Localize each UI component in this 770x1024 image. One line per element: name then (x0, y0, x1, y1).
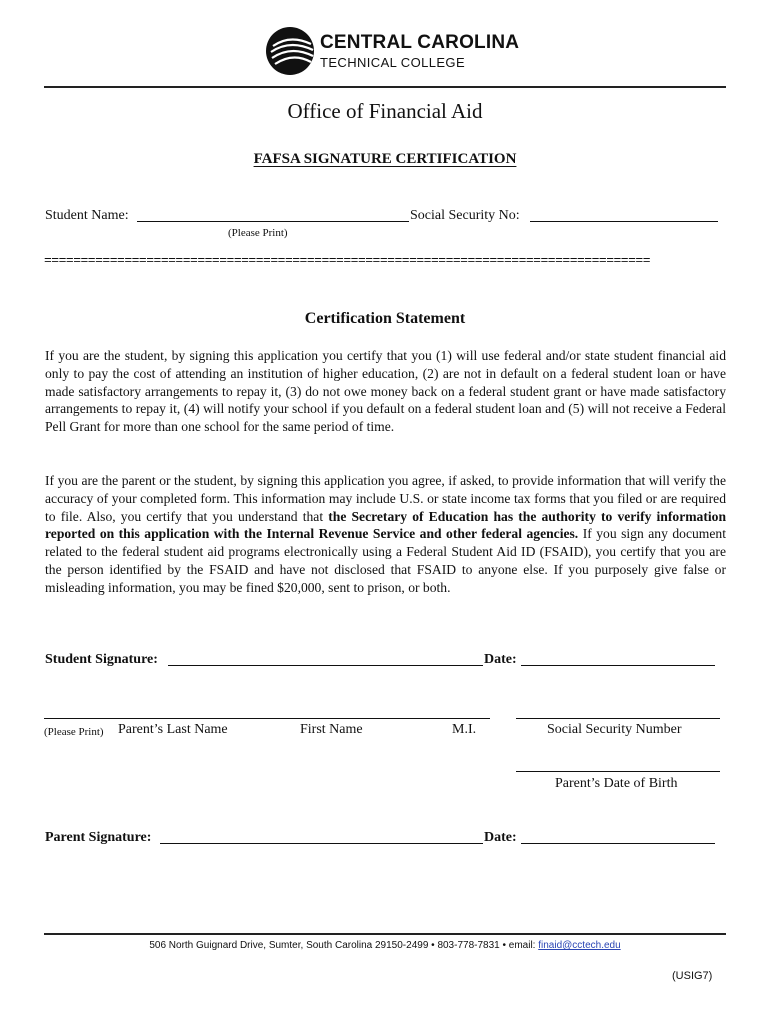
student-signature-label: Student Signature: (45, 652, 158, 667)
ssn-field[interactable] (530, 207, 718, 222)
paragraph-2-bold: the Secretary of Education has the authority to verify information reported on this application with the Internal Revenue Service and other federal agencies. (45, 508, 727, 542)
student-name-hint: (Please Print) (228, 227, 288, 239)
student-name-label: Student Name: (45, 208, 129, 223)
parent-dob-label: Parent’s Date of Birth (555, 776, 678, 791)
footer-divider (44, 933, 726, 935)
parent-date-label: Date: (484, 830, 517, 845)
student-date-label: Date: (484, 652, 517, 667)
certification-paragraph-1: If you are the student, by signing this application you certify that you (1) will use federal and/or state student financial aid only to pay the cost of attending an institution of higher education, (2) are not in default on a federal student loan or have made satisfactory arrangements to repay it, (3) do not owe money back on a federal student grant or have made satisfactory arrangements to repay it, (4) will notify your school if you default on a federal student loan and (5) will not receive a Federal Pell Grant for more than one school for the same period of time. (45, 348, 726, 435)
office-title: Office of Financial Aid (287, 99, 483, 123)
student-name-field[interactable] (137, 207, 409, 222)
footer-email-link[interactable]: finaid@cctech.edu (538, 940, 621, 951)
paragraph-2-intro: If you are the parent or the student, by signing this application you agree, if asked, to provide information that will verify the accuracy of your completed form. This information may include U.S. or state income tax forms that you filed or are required to file. Also, you certify that you understand that (45, 473, 726, 524)
college-logo-icon (265, 26, 315, 76)
org-subname: TECHNICAL COLLEGE (320, 55, 466, 70)
parent-signature-label: Parent Signature: (45, 830, 152, 845)
parent-name-line[interactable] (44, 718, 490, 719)
parent-dob-line[interactable] (516, 771, 720, 772)
student-date-field[interactable] (521, 651, 715, 666)
form-title: FAFSA SIGNATURE CERTIFICATION (253, 151, 517, 167)
parent-last-name-label: Parent’s Last Name (118, 722, 228, 737)
parent-first-name-label: First Name (300, 722, 363, 737)
parent-mi-label: M.I. (452, 722, 477, 737)
form-code: (USIG7) (672, 970, 713, 982)
header-divider (44, 86, 726, 88)
parent-ssn-line[interactable] (516, 718, 720, 719)
certification-paragraph-2 (45, 472, 726, 597)
parent-ssn-label: Social Security Number (547, 722, 682, 737)
footer-address (0, 940, 770, 951)
student-signature-field[interactable] (168, 651, 483, 666)
parent-date-field[interactable] (521, 829, 715, 844)
separator-line: =================================================================================== (44, 253, 651, 267)
footer-address-text: 506 North Guignard Drive, Sumter, South Carolina 29150-2499 • 803-778-7831 • email: (149, 940, 539, 951)
certification-heading: Certification Statement (304, 310, 466, 327)
paragraph-2-end: If you sign any document related to the federal student aid programs electronically using a Federal Student Aid ID (FSAID), you certify that you are the person identified by the FSAID and have not disclosed that FSAID to anyone else. If you purposely give false or misleading information, you may be fined $20,000, sent to prison, or both. (45, 526, 726, 595)
parent-print-hint: (Please Print) (44, 726, 104, 738)
org-name: CENTRAL CAROLINA (320, 32, 520, 53)
ssn-label: Social Security No: (410, 208, 520, 223)
parent-signature-field[interactable] (160, 829, 483, 844)
